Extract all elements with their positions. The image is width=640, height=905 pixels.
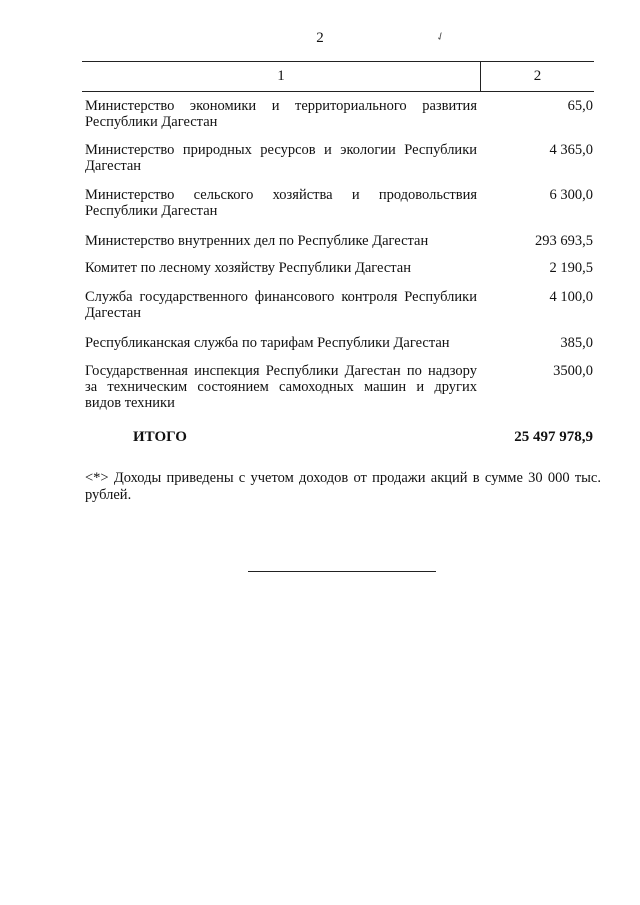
pen-mark: ✓ (434, 29, 448, 45)
row-name: Министерство внутренних дел по Республике Дагестан (85, 233, 429, 249)
row-name: Государственная инспекция Республики Дагестан по надзору за техническим состоянием самоходных машин и других видов техники (85, 363, 477, 411)
table-row (85, 233, 593, 260)
table-body (85, 98, 593, 423)
table-row (85, 187, 593, 233)
row-value: 385,0 (560, 335, 593, 351)
row-value: 293 693,5 (535, 233, 593, 249)
row-name: Служба государственного финансового контроля Республики Дагестан (85, 289, 477, 321)
table-row (85, 260, 593, 289)
table-row (85, 98, 593, 142)
total-value: 25 497 978,9 (514, 429, 593, 445)
page-number: 2 (316, 30, 324, 46)
row-name: Министерство экономики и территориального развития Республики Дагестан (85, 98, 477, 130)
row-value: 65,0 (567, 98, 593, 114)
row-value: 3500,0 (553, 363, 593, 379)
header-col-1: 1 (277, 68, 285, 84)
total-label: ИТОГО (133, 429, 187, 445)
header-col-2: 2 (533, 68, 542, 84)
row-value: 2 190,5 (549, 260, 593, 276)
end-divider (248, 571, 436, 572)
footnote: <*> Доходы приведены с учетом доходов от продажи акций в сумме 30 000 тыс. рублей. (85, 470, 601, 503)
row-value: 6 300,0 (549, 187, 593, 203)
table-row (85, 335, 593, 363)
row-name: Министерство природных ресурсов и экологии Республики Дагестан (85, 142, 477, 174)
table-header (82, 61, 594, 92)
table-row (85, 142, 593, 187)
total-row (85, 429, 593, 446)
row-name: Министерство сельского хозяйства и продовольствия Республики Дагестан (85, 187, 477, 219)
table-row (85, 363, 593, 423)
row-value: 4 365,0 (549, 142, 593, 158)
row-name: Комитет по лесному хозяйству Республики Дагестан (85, 260, 411, 276)
row-value: 4 100,0 (549, 289, 593, 305)
table-row (85, 289, 593, 335)
row-name: Республиканская служба по тарифам Республики Дагестан (85, 335, 450, 351)
